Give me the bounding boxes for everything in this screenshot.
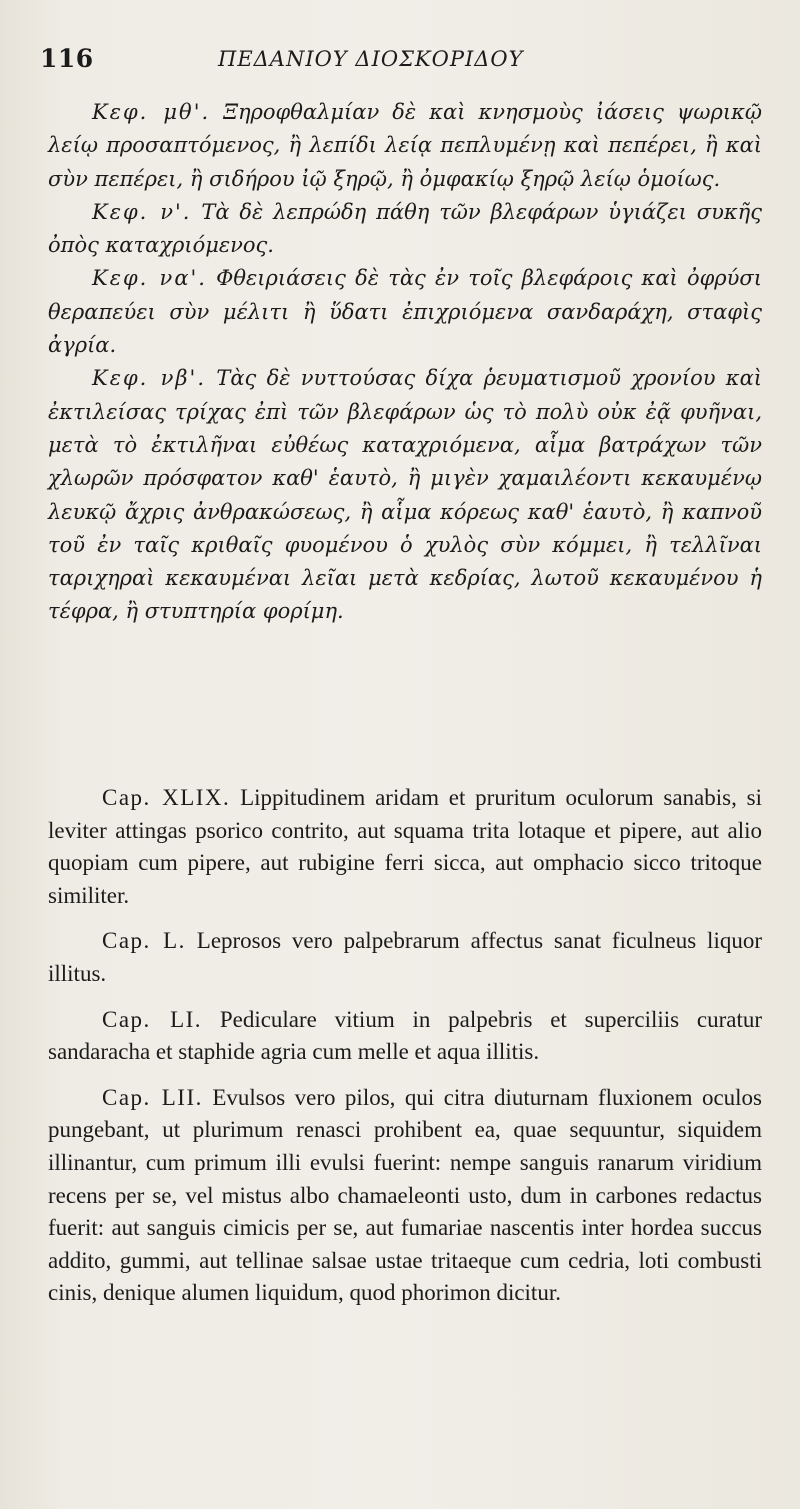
latin-chapter-52 (48, 1082, 762, 1310)
greek-chapter-51 (48, 262, 762, 362)
chapter-label: Cap. LI. (102, 1006, 203, 1032)
latin-text-block (48, 782, 762, 1323)
chapter-label: Cap. XLIX. (102, 785, 231, 810)
chapter-text: Evulsos vero pilos, qui citra diuturnam fluxionem oculos pungebant, ut plurimum renasci prohibent ea, quae sequuntur, siquidem illinantur, cum primum illi evulsi fuerint: nempe sanguis ranarum viridium recens per se, vel mistus albo chamaeleonti usto, dum in carbones redactus fuerit: aut sanguis cimicis per se, aut fumariae nascentis inter hordea succus addito, gummi, aut tellinae salsae ustae tritaeque cum cedria, loti combusti cinis, denique alumen liquidum, quod phorimon dicitur. (48, 1084, 763, 1306)
page-header (40, 44, 760, 84)
chapter-label: Cap. LII. (102, 1084, 203, 1110)
page-number: 116 (40, 44, 94, 73)
chapter-text: Lippitudinem aridam et pruritum oculorum sanabis, si leviter attingas psorico contrito, aut squama trita lotaque et pipere, aut alio quopiam cum pipere, aut rubigine ferri sicca, aut omphacio sicco tritoque similiter. (48, 785, 762, 908)
chapter-text: Pediculare vitium in palpebris et superciliis curatur sandaracha et staphide agria cum melle et aqua illitis. (48, 1006, 763, 1065)
chapter-label: Κεφ. ν'. (92, 199, 192, 224)
greek-chapter-52 (48, 362, 762, 628)
chapter-label: Κεφ. μθ'. (92, 100, 211, 124)
chapter-text: Ξηροφθαλμίαν δὲ καὶ κνησμοὺς ἰάσεις ψωρικῷ λείῳ προσαπτόμενος, ἢ λεπίδι λείᾳ πεπλυμένῃ καὶ πεπέρει, ἢ καὶ σὺν πεπέρει, ἢ σιδήρου ἰῷ ξηρῷ, ἢ ὀμφακίῳ ξηρῷ λείῳ ὁμοίως. (48, 100, 762, 191)
chapter-text: Τὰ δὲ λεπρώδη πάθη τῶν βλεφάρων ὑγιάζει συκῆς ὀπὸς καταχριόμενος. (48, 199, 762, 258)
latin-chapter-51 (48, 1004, 762, 1069)
chapter-label: Κεφ. νβ'. (92, 366, 206, 391)
chapter-label: Κεφ. να'. (92, 266, 207, 291)
latin-chapter-50 (48, 925, 762, 990)
latin-chapter-49 (48, 782, 762, 912)
chapter-label: Cap. L. (102, 928, 186, 954)
greek-chapter-49 (48, 96, 762, 196)
chapter-text: Τὰς δὲ νυττούσας δίχα ῥευματισμοῦ χρονίου καὶ ἐκτιλείσας τρίχας ἐπὶ τῶν βλεφάρων ὡς τὸ πολὺ οὐκ ἐᾷ φυῆναι, μετὰ τὸ ἐκτιλῆναι εὐθέως καταχριόμενα, αἷμα βατράχων τῶν χλωρῶν πρόσφατον καθ' ἑαυτὸ, ἢ μιγὲν χαμαιλέοντι κεκαυμένῳ λευκῷ ἄχρις ἀνθρακώσεως, ἢ αἷμα κόρεως καθ' ἑαυτὸ, ἢ καπνοῦ τοῦ ἐν ταῖς κριθαῖς φυομένου ὁ χυλὸς σὺν κόμμει, ἢ τελλῖναι ταριχηραὶ κεκαυμέναι λεῖαι μετὰ κεδρίας, λωτοῦ κεκαυμένου ἡ τέφρα, ἢ στυπτηρία φορίμη. (48, 366, 762, 624)
running-title: ΠΕΔΑΝΙΟΥ ΔΙΟΣΚΟΡΙΔΟΥ (218, 47, 524, 71)
greek-text-block (48, 96, 762, 629)
chapter-text: Leprosos vero palpebrarum affectus sanat ficulneus liquor illitus. (48, 928, 762, 986)
chapter-text: Φθειριάσεις δὲ τὰς ἐν τοῖς βλεφάροις καὶ ὀφρύσι θεραπεύει σὺν μέλιτι ἢ ὕδατι ἐπιχριόμενα σανδαράχη, σταφὶς ἀγρία. (48, 266, 762, 358)
greek-chapter-50 (48, 196, 762, 263)
